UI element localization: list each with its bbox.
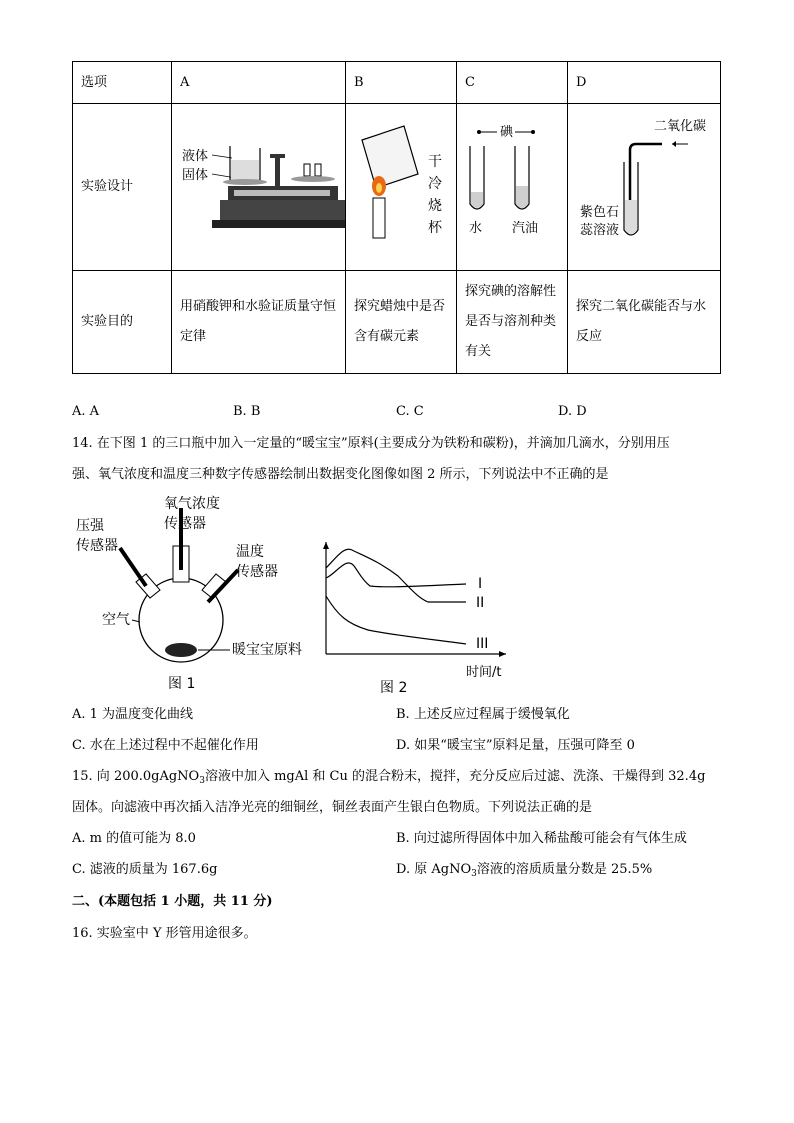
experiment-table: [72, 61, 721, 374]
oxygen-label-2: 传感器: [164, 516, 206, 532]
q14-option-d: D. 如果“暖宝宝”原料足量，压强可降至 0: [396, 738, 635, 753]
purpose-row-label: 实验目的: [73, 271, 172, 374]
table-header-row: [73, 62, 721, 104]
iodine-label: 碘: [500, 125, 514, 140]
q15-option-d-part: 溶液的溶质质量分数是 25.5%: [476, 862, 653, 877]
co2-label: 二氧化碳: [654, 119, 707, 134]
header-cell: C: [457, 62, 568, 104]
material-label: 暖宝宝原料: [232, 642, 302, 658]
purpose-cell: 探究蜡烛中是否含有碳元素: [346, 271, 457, 374]
design-row-label: 实验设计: [73, 104, 172, 271]
section-2-heading: 二、(本题包括 1 小题，共 11 分): [72, 894, 273, 909]
co2-figure: [568, 104, 720, 258]
q15-stem-line2: 固体。向滤液中再次插入洁净光亮的细铜丝，铜丝表面产生银白色物质。下列说法正确的是: [72, 800, 593, 815]
subscript: 3: [471, 869, 477, 879]
cold-label-3: 烧: [428, 198, 442, 214]
figure1-caption: 图 1: [168, 676, 196, 692]
temp-label-1: 温度: [236, 544, 264, 560]
q14-option-b: B. 上述反应过程属于缓慢氧化: [396, 707, 570, 722]
header-cell: B: [346, 62, 457, 104]
x-axis-label: 时间/t: [466, 665, 502, 680]
pressure-label-2: 传感器: [76, 538, 118, 554]
q15-option-a: A. m 的值可能为 8.0: [72, 831, 196, 846]
purpose-cell: 探究二氧化碳能否与水反应: [568, 271, 721, 374]
header-cell: D: [568, 62, 721, 104]
oxygen-label-1: 氧气浓度: [164, 496, 220, 512]
water-label: 水: [469, 221, 483, 236]
purpose-cell: 用硝酸钾和水验证质量守恒定律: [172, 271, 346, 374]
q13-option-c: C. C: [396, 404, 424, 419]
figure-c-cell: [457, 104, 568, 271]
header-cell: 选项: [73, 62, 172, 104]
q15-option-d-part: D. 原 AgNO: [396, 862, 472, 877]
litmus-label-2: 蕊溶液: [580, 223, 620, 238]
subscript: 3: [199, 776, 205, 786]
q15-option-c: C. 滤液的质量为 167.6g: [72, 862, 218, 877]
q14-option-a: A. 1 为温度变化曲线: [72, 707, 194, 722]
pressure-label-1: 压强: [76, 518, 104, 534]
q16-stem: 16. 实验室中 Y 形管用途很多。: [72, 926, 257, 941]
q15-stem-part: 溶液中加入 mgAl 和 Cu 的混合粉末，搅拌，充分反应后过滤、洗涤、干燥得到 32.4g: [204, 769, 706, 784]
figure2-caption: 图 2: [380, 680, 408, 696]
candle-figure: [346, 104, 456, 258]
q14-option-c: C. 水在上述过程中不起催化作用: [72, 738, 259, 753]
figure-a-cell: [172, 104, 346, 271]
q15-option-b: B. 向过滤所得固体中加入稀盐酸可能会有气体生成: [396, 831, 687, 846]
curve-figure: [318, 536, 528, 696]
header-cell: A: [172, 62, 346, 104]
q15-stem-part: 15. 向 200.0gAgNO: [72, 769, 200, 784]
figure-b-cell: [346, 104, 457, 271]
q14-stem-line1: 14. 在下图 1 的三口瓶中加入一定量的“暖宝宝”原料(主要成分为铁粉和碳粉)，并滴加几滴水，分别用压: [72, 436, 670, 451]
figure-d-cell: [568, 104, 721, 271]
curve-3-label: III: [476, 636, 489, 652]
curve-2-label: II: [476, 595, 485, 611]
air-label: 空气: [102, 612, 130, 628]
temp-label-2: 传感器: [236, 564, 278, 580]
purpose-row: [73, 271, 721, 374]
design-row: [73, 104, 721, 271]
q15-option-d: [396, 861, 652, 883]
liquid-label: 液体: [182, 149, 209, 164]
litmus-label-1: 紫色石: [580, 205, 620, 220]
solid-label: 固体: [182, 168, 209, 183]
cold-label-2: 冷: [428, 176, 442, 192]
curve-1-label: I: [478, 576, 483, 592]
purpose-cell: 探究碘的溶解性是否与溶剂种类有关: [457, 271, 568, 374]
q13-option-d: D. D: [558, 404, 587, 419]
cold-label-1: 干: [428, 154, 442, 170]
flask-figure: [72, 490, 322, 700]
iodine-figure: [457, 104, 567, 258]
gasoline-label: 汽油: [512, 221, 539, 236]
q13-option-a: A. A: [72, 404, 100, 419]
q14-stem-line2: 强、氧气浓度和温度三种数字传感器绘制出数据变化图像如图 2 所示，下列说法中不正确的是: [72, 467, 609, 482]
q13-option-b: B. B: [233, 404, 261, 419]
q15-stem-line1: [72, 768, 705, 790]
balance-figure: [172, 104, 345, 258]
cold-label-4: 杯: [428, 220, 442, 236]
